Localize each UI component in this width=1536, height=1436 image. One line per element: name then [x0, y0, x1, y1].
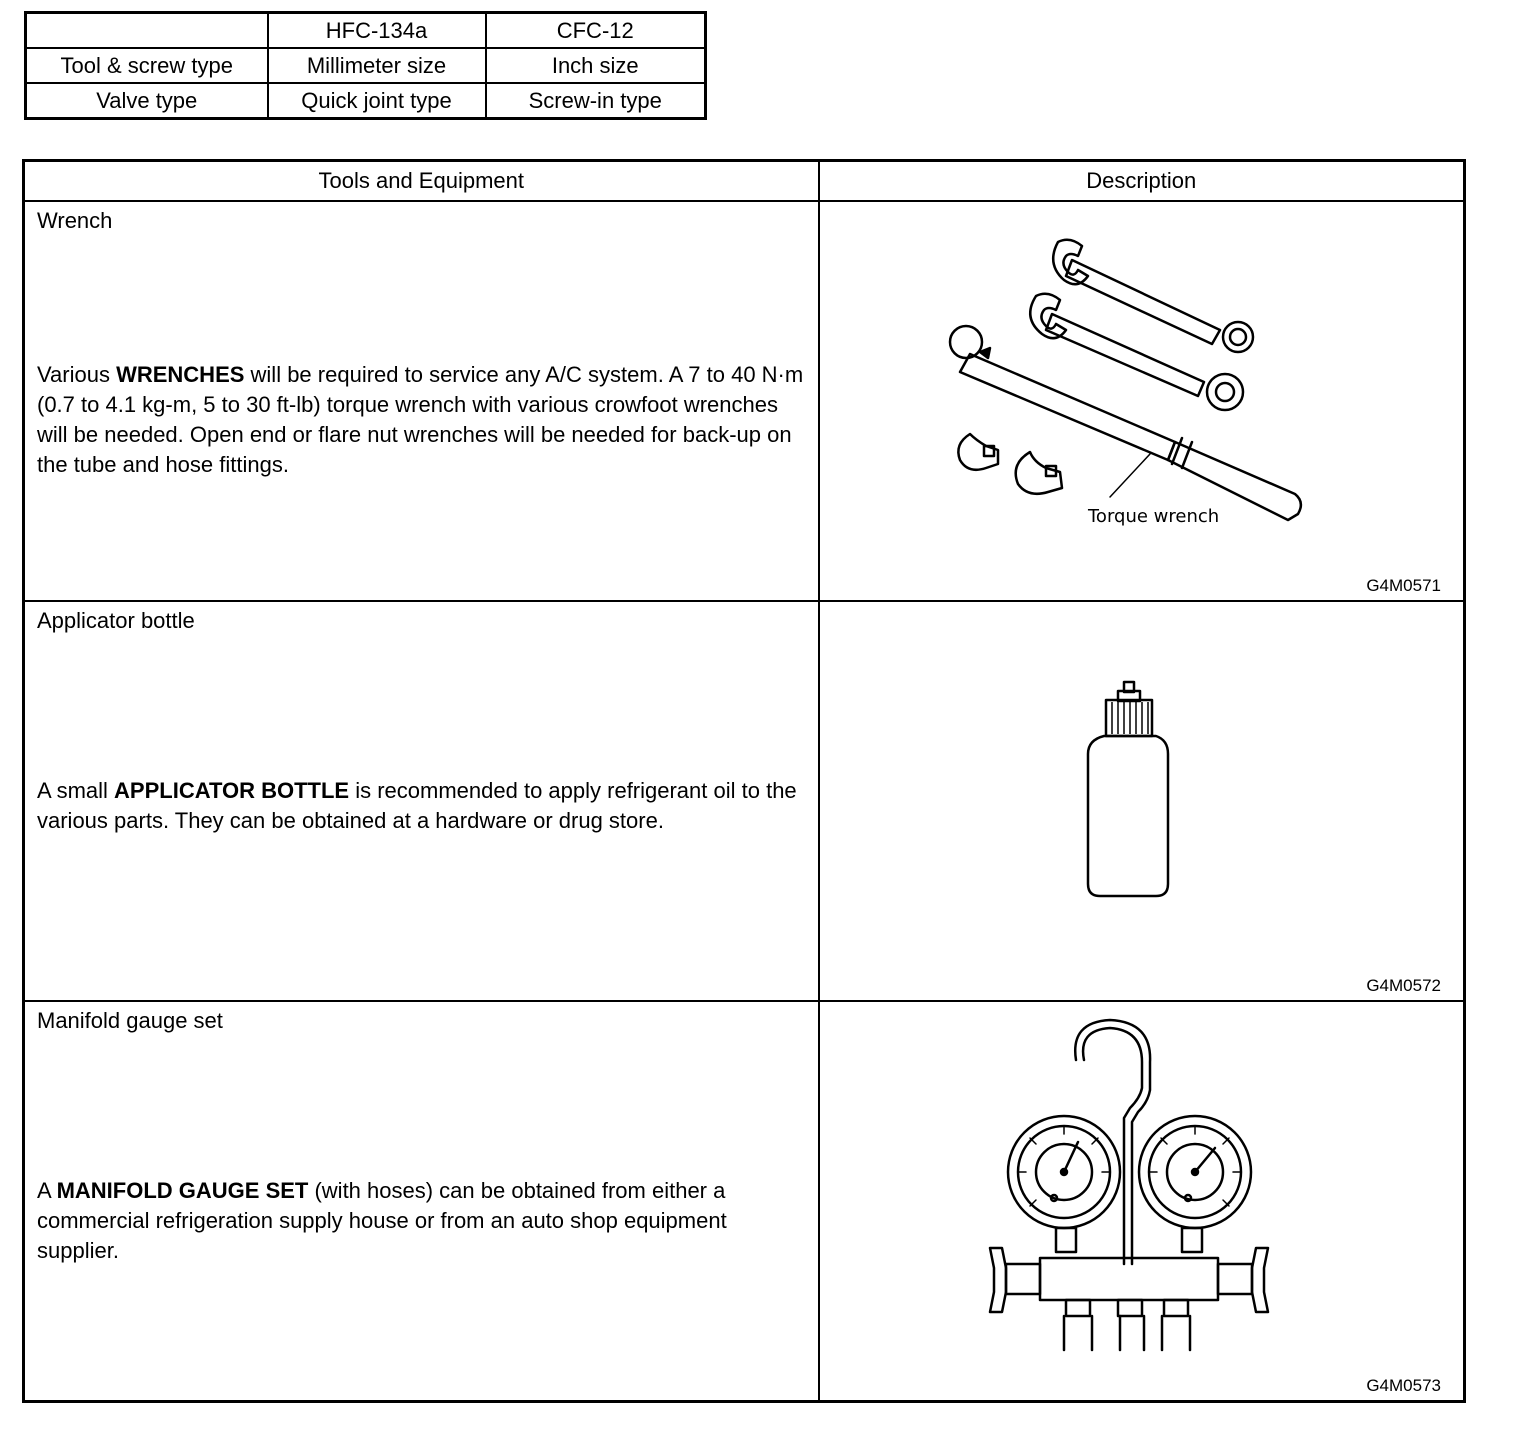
comparison-header-blank — [26, 13, 268, 49]
tool-description: A MANIFOLD GAUGE SET (with hoses) can be obtained from either a commercial refrigeration supply house or from an auto shop equipment supplier. — [37, 1178, 727, 1263]
tools-column-header: Tools and Equipment — [24, 161, 819, 202]
tool-row-manifold-gauge-set — [24, 1001, 1465, 1402]
comparison-cell: Screw-in type — [486, 83, 706, 119]
tool-name: Wrench — [37, 208, 113, 233]
comparison-cell: Millimeter size — [268, 48, 486, 83]
comparison-row-label: Valve type — [26, 83, 268, 119]
tools-header-row — [24, 161, 1465, 202]
comparison-header-row — [26, 13, 706, 49]
tool-name: Manifold gauge set — [37, 1008, 223, 1033]
wrench-set-icon — [820, 202, 1465, 600]
figure-code: G4M0571 — [1366, 576, 1441, 595]
comparison-cell: Inch size — [486, 48, 706, 83]
tool-row-applicator-bottle — [24, 601, 1465, 1001]
tool-description-keyword: MANIFOLD GAUGE SET — [56, 1178, 309, 1203]
tool-row-wrench — [24, 201, 1465, 601]
figure-code: G4M0572 — [1366, 976, 1441, 995]
tool-description: Various WRENCHES will be required to service any A/C system. A 7 to 40 N·m (0.7 to 4.1 kg-m, 5 to 30 ft-lb) torque wrench with various crowfoot wrenches will be needed. Open end or flare nut wrenches will be needed for back-up on the tube and hose fittings. — [37, 362, 804, 477]
comparison-row — [26, 48, 706, 83]
refrigerant-comparison-table — [24, 11, 707, 120]
comparison-header-hfc: HFC-134a — [268, 13, 486, 49]
tool-name: Applicator bottle — [37, 608, 195, 633]
comparison-cell: Quick joint type — [268, 83, 486, 119]
tool-description-keyword: APPLICATOR BOTTLE — [114, 778, 350, 803]
figure-label-torque-wrench: Torque wrench — [1087, 506, 1219, 527]
description-column-header: Description — [819, 161, 1465, 202]
figure-code: G4M0573 — [1366, 1376, 1441, 1395]
comparison-row-label: Tool & screw type — [26, 48, 268, 83]
tool-description: A small APPLICATOR BOTTLE is recommended to apply refrigerant oil to the various parts. They can be obtained at a hardware or drug store. — [37, 778, 797, 833]
comparison-header-cfc: CFC-12 — [486, 13, 706, 49]
comparison-row — [26, 83, 706, 119]
tool-description-keyword: WRENCHES — [116, 362, 245, 387]
applicator-bottle-icon — [820, 602, 1465, 1000]
manifold-gauge-icon — [820, 1002, 1465, 1400]
tools-equipment-table — [22, 159, 1466, 1403]
